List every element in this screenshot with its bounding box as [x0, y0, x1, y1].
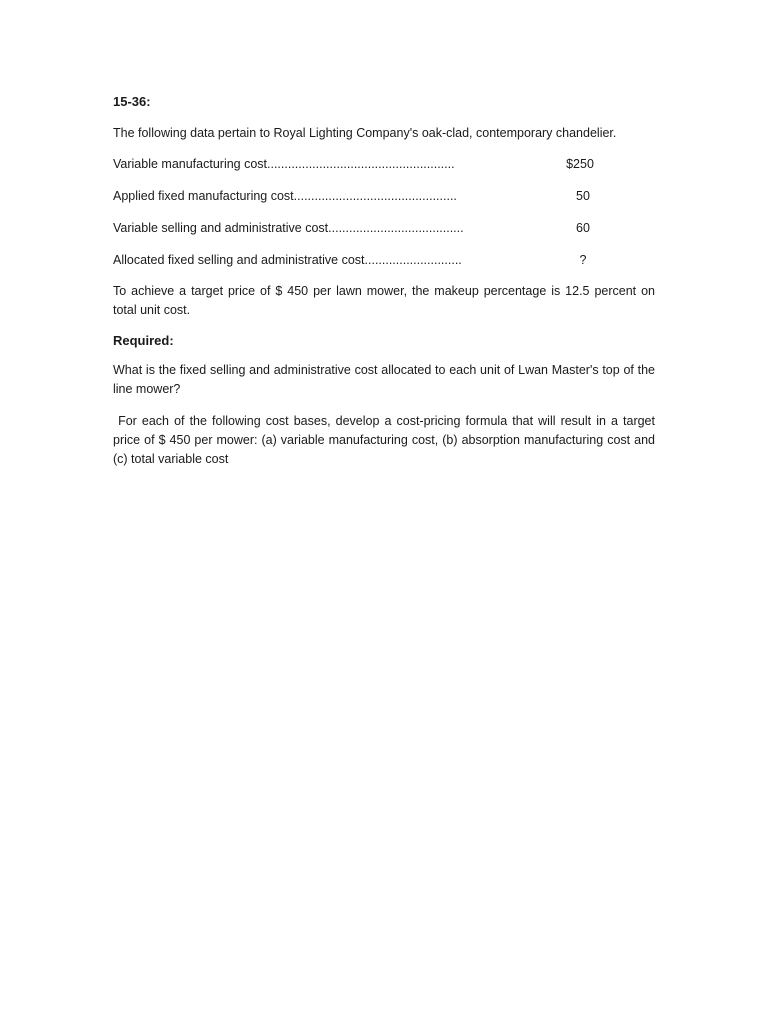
question-2: For each of the following cost bases, develop a cost-pricing formula that will result in a target price of $ 450 per mower: (a) variable manufacturing cost, (b) absorption manufacturing cost and (c) total variable cost	[113, 414, 659, 466]
intro-paragraph: The following data pertain to Royal Lighting Company's oak-clad, contemporary chandelier.	[113, 126, 617, 140]
cost-row-variable-manufacturing	[113, 155, 655, 174]
cost-value: 60	[576, 221, 590, 235]
target-price-paragraph: To achieve a target price of $ 450 per lawn mower, the makeup percentage is 12.5 percent on total unit cost.	[113, 284, 655, 317]
document-page	[113, 92, 659, 469]
cost-row-applied-fixed-manufacturing	[113, 187, 655, 206]
problem-number: 15-36:	[113, 94, 151, 109]
cost-value: 50	[576, 189, 590, 203]
cost-row-allocated-fixed-selling-admin	[113, 251, 655, 270]
cost-label: Allocated fixed selling and administrative cost............................	[113, 253, 462, 267]
cost-value: ?	[579, 253, 587, 267]
cost-label: Variable selling and administrative cost.......................................	[113, 221, 464, 235]
cost-value: $250	[566, 157, 594, 171]
question-1: What is the fixed selling and administrative cost allocated to each unit of Lwan Master's top of the line mower?	[113, 363, 655, 396]
cost-label: Variable manufacturing cost......................................................	[113, 157, 455, 171]
cost-label: Applied fixed manufacturing cost...............................................	[113, 189, 457, 203]
cost-row-variable-selling-admin	[113, 219, 655, 238]
required-heading: Required:	[113, 333, 174, 348]
